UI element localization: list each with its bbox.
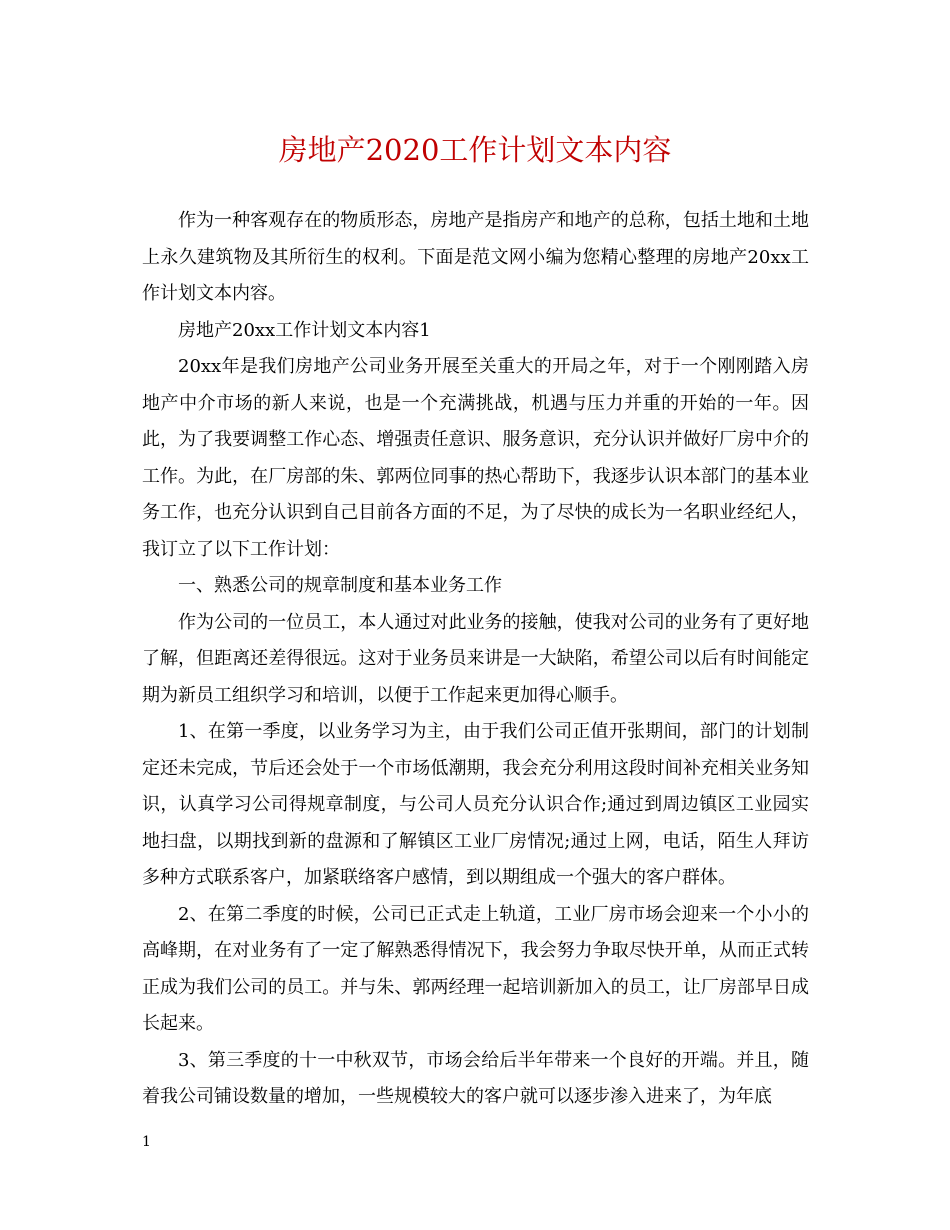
page-title: 房地产2020工作计划文本内容 — [278, 133, 672, 167]
section-heading: 房地产20xx工作计划文本内容1 — [178, 319, 431, 341]
paragraph: 作为公司的一位员工，本人通过对此业务的接触，使我对公司的业务有了更好地了解，但距离还差得很远。这对于业务员来讲是一大缺陷，希望公司以后有时间能定期为新员工组织学习和培训，以便于工作起来更加得心顺手。 — [142, 611, 809, 706]
list-item: 2、在第二季度的时候，公司已正式走上轨道，工业厂房市场会迎来一个小小的高峰期，在对业务有了一定了解熟悉得情况下，我会努力争取尽快开单，从而正式转正成为我们公司的员工。并与朱、郭两经理一起培训新加入的员工，让厂房部早日成长起来。 — [142, 903, 809, 1034]
paragraph-intro: 作为一种客观存在的物质形态，房地产是指房产和地产的总称，包括土地和土地上永久建筑物及其所衍生的权利。下面是范文网小编为您精心整理的房地产20xx工作计划文本内容。 — [142, 210, 809, 304]
list-item: 3、第三季度的十一中秋双节，市场会给后半年带来一个良好的开端。并且，随着我公司铺设数量的增加，一些规模较大的客户就可以逐步渗入进来了，为年底 — [142, 1049, 809, 1107]
document-body — [142, 203, 809, 1116]
list-item: 1、在第一季度，以业务学习为主，由于我们公司正值开张期间，部门的计划制定还未完成，节后还会处于一个市场低潮期，我会充分利用这段时间补充相关业务知识，认真学习公司得规章制度，与公司人员充分认识合作;通过到周边镇区工业园实地扫盘，以期找到新的盘源和了解镇区工业厂房情况;通过上网，电话，陌生人拜访多种方式联系客户，加紧联络客户感情，到以期组成一个强大的客户群体。 — [142, 721, 809, 888]
page-number: 1 — [142, 1134, 151, 1150]
paragraph: 20xx年是我们房地产公司业务开展至关重大的开局之年，对于一个刚刚踏入房地产中介市场的新人来说，也是一个充满挑战，机遇与压力并重的开始的一年。因此，为了我要调整工作心态、增强责任意识、服务意识，充分认识并做好厂房中介的工作。为此，在厂房部的朱、郭两位同事的热心帮助下，我逐步认识本部门的基本业务工作，也充分认识到自己目前各方面的不足，为了尽快的成长为一名职业经纪人，我订立了以下工作计划： — [142, 356, 809, 560]
subsection-heading: 一、熟悉公司的规章制度和基本业务工作 — [178, 575, 502, 596]
